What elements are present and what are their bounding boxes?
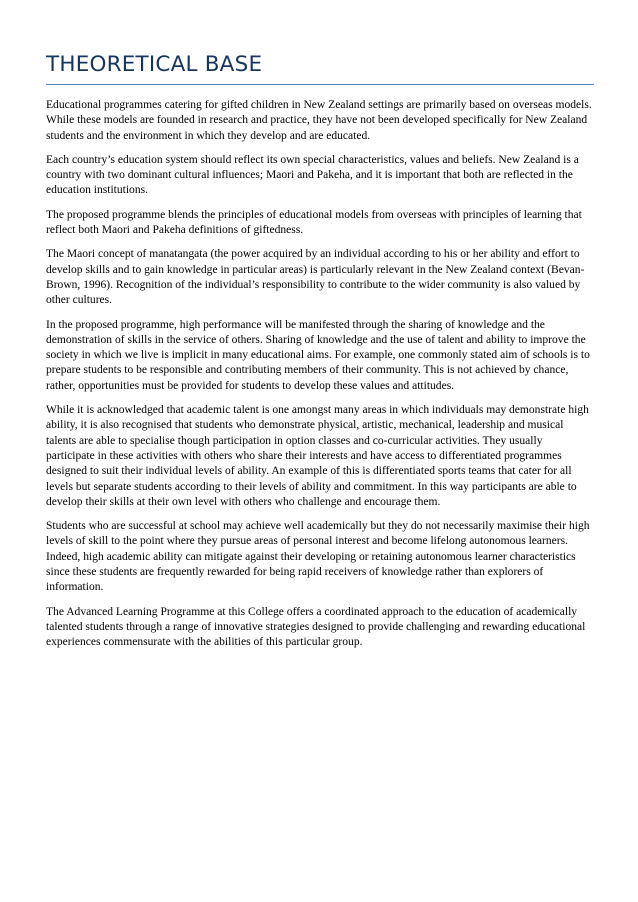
paragraph-3: The proposed programme blends the principles of educational models from overseas with principles of learning that reflect both Maori and Pakeha definitions of giftedness. bbox=[46, 208, 582, 237]
paragraph-4: The Maori concept of manatangata (the power acquired by an individual according to his or her ability and effort to develop skills and to gain knowledge in particular areas) is particularly relevant in the New Zealand context (Bevan-Brown, 1996). Recognition of the individual’s responsibility to contribute to the wider community is also valued by other cultures. bbox=[46, 248, 585, 307]
page-title: THEORETICAL BASE bbox=[46, 52, 263, 77]
paragraph-1: Educational programmes catering for gifted children in New Zealand settings are primarily based on overseas models. While these models are founded in research and practice, they have not been developed specifically for New Zealand students and the environment in which they develop and are educated. bbox=[46, 99, 592, 142]
paragraph-6: While it is acknowledged that academic talent is one amongst many areas in which individuals may demonstrate high ability, it is also recognised that students who demonstrate physical, artistic, mechanical, leadership and musical talents are able to specialise though participation in option classes and co-curricular activities. They usually participate in these activities with others who share their interests and have access to differentiated programmes designed to suit their individual levels of ability. An example of this is differentiated sports teams that cater for all levels but separate students according to their levels of ability and commitment. In this way participants are able to develop their skills at their own level with others who challenge and encourage them. bbox=[46, 404, 589, 508]
paragraph-7: Students who are successful at school may achieve well academically but they do not necessarily maximise their high levels of skill to the point where they pursue areas of personal interest and become lifelong autonomous learners. Indeed, high academic ability can mitigate against their developing or retaining autonomous learner characteristics since these students are frequently rewarded for being rapid receivers of knowledge rather than explorers of information. bbox=[46, 520, 590, 594]
heading-divider bbox=[46, 84, 594, 85]
document-body bbox=[46, 98, 593, 660]
paragraph-5: In the proposed programme, high performance will be manifested through the sharing of knowledge and the demonstration of skills in the service of others. Sharing of knowledge and the use of talent and ability to improve the society in which we live is implicit in many educational aims. For example, one commonly stated aim of schools is to prepare students to be responsible and contributing members of their community. This is not achieved by chance, rather, opportunities must be provided for students to develop these values and attitudes. bbox=[46, 318, 590, 392]
paragraph-2: Each country’s education system should reflect its own special characteristics, values and beliefs. New Zealand is a country with two dominant cultural influences; Maori and Pakeha, and it is important that both are reflected in the education institutions. bbox=[46, 153, 579, 197]
paragraph-8: The Advanced Learning Programme at this College offers a coordinated approach to the education of academically talented students through a range of innovative strategies designed to provide challenging and rewarding educational experiences commensurate with the abilities of this particular group. bbox=[46, 605, 586, 649]
